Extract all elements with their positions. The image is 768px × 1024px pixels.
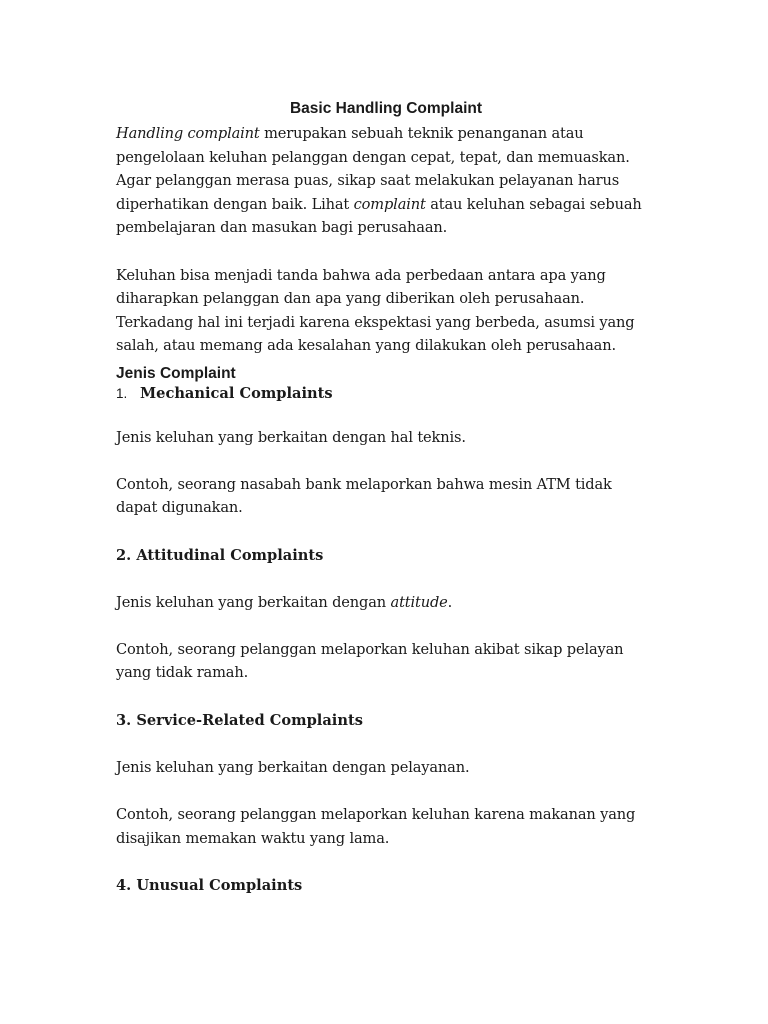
spacer [116, 850, 656, 874]
item-description-2 [116, 591, 656, 615]
spacer [116, 520, 656, 544]
spacer [116, 732, 656, 756]
intro-paragraph-1 [116, 122, 656, 240]
item-description-1: Jenis keluhan yang berkaitan dengan hal teknis. [116, 428, 466, 446]
spacer [116, 402, 656, 426]
spacer [116, 240, 656, 264]
emphasis-attitude: attitude [390, 593, 448, 611]
item-heading-2: 2. Attitudinal Complaints [116, 546, 324, 564]
document-title: Basic Handling Complaint [289, 100, 483, 117]
intro-text-a: merupakan sebuah teknik penanganan atau pengelolaan keluhan pelanggan dengan cepat, tepat, dan memuaskan. Agar pelanggan merasa puas, sikap saat melakukan pelayanan harus diperhatikan dengan baik. Lihat [116, 125, 630, 213]
spacer [116, 614, 656, 638]
emphasis-complaint: complaint [353, 195, 426, 213]
spacer [116, 685, 656, 709]
spacer [116, 567, 656, 591]
item-heading-4: 4. Unusual Complaints [116, 876, 303, 894]
item-heading-3: 3. Service-Related Complaints [116, 711, 363, 729]
desc-text-a: Jenis keluhan yang berkaitan dengan [116, 593, 391, 611]
emphasis-handling-complaint: Handling complaint [116, 125, 260, 142]
item-number: 1. [116, 385, 128, 401]
item-example-1: Contoh, seorang nasabah bank melaporkan bahwa mesin ATM tidak dapat digunakan. [116, 475, 612, 517]
spacer [116, 779, 656, 803]
spacer [116, 449, 656, 473]
section-heading: Jenis Complaint [116, 364, 236, 382]
intro-text-b: atau keluhan sebagai sebuah pembelajaran dan masukan bagi perusahaan. [116, 195, 642, 237]
intro-paragraph-2: Keluhan bisa menjadi tanda bahwa ada perbedaan antara apa yang diharapkan pelanggan dan apa yang diberikan oleh perusahaan. Terkadang hal ini terjadi karena ekspektasi yang berbeda, asumsi yang salah, atau memang ada kesalahan yang dilakukan oleh perusahaan. [116, 266, 635, 355]
item-heading-1 [116, 385, 656, 402]
desc-text-b: . [447, 593, 453, 611]
item-example-2: Contoh, seorang pelanggan melaporkan keluhan akibat sikap pelayan yang tidak ramah. [116, 640, 624, 682]
item-example-3: Contoh, seorang pelanggan melaporkan keluhan karena makanan yang disajikan memakan waktu yang lama. [116, 806, 636, 847]
item-heading-text: Mechanical Complaints [140, 384, 333, 402]
document-page [116, 98, 656, 897]
item-description-3: Jenis keluhan yang berkaitan dengan pelayanan. [116, 758, 470, 776]
